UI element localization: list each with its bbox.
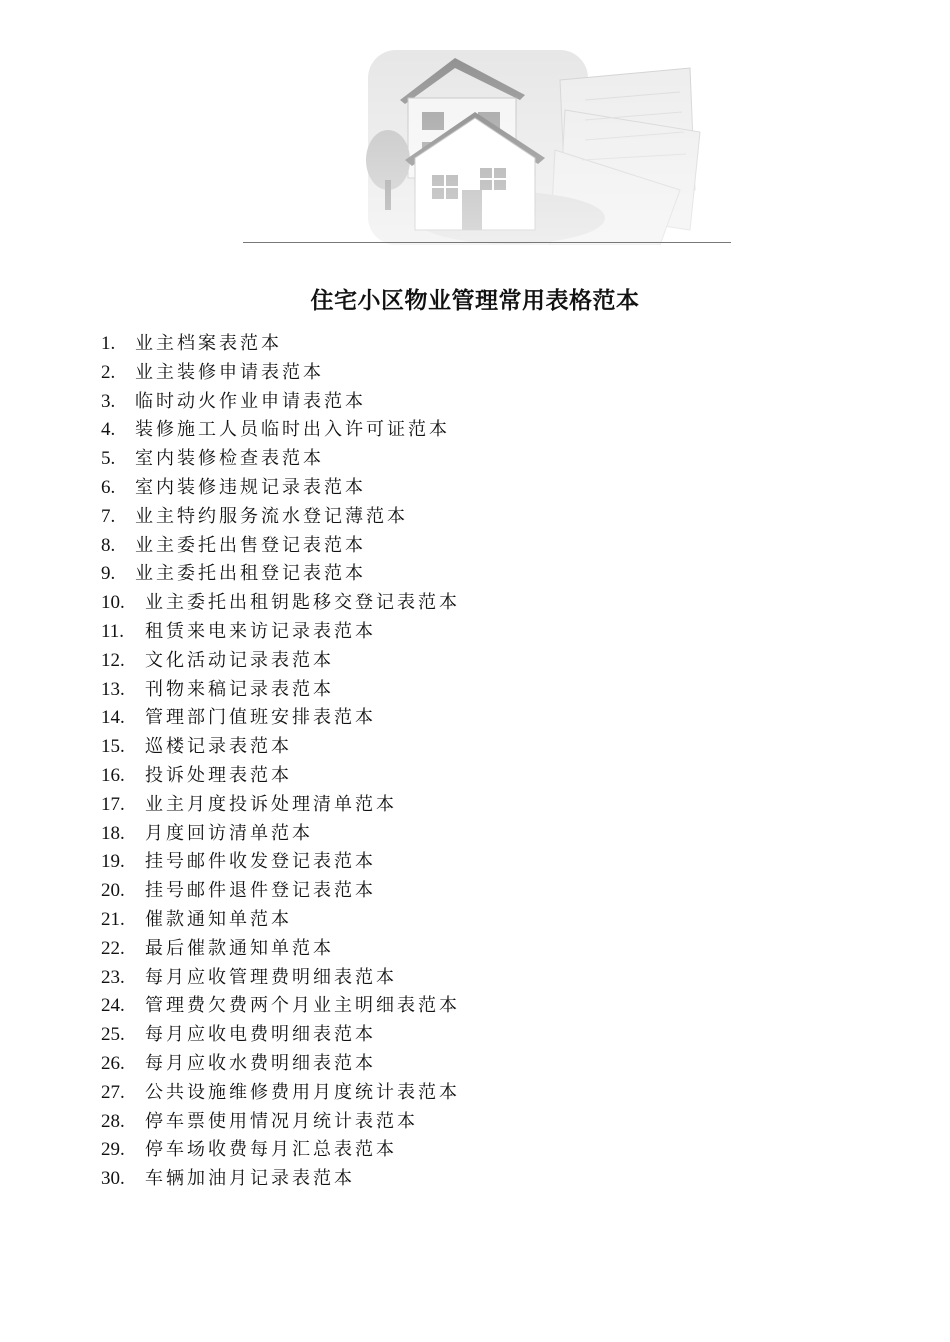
list-item — [101, 532, 460, 561]
list-item — [101, 618, 460, 647]
list-item — [101, 820, 460, 849]
list-item-label: 巡楼记录表范本 — [145, 736, 292, 758]
list-item-label: 每月应收电费明细表范本 — [145, 1024, 376, 1046]
list-item-label: 催款通知单范本 — [145, 908, 292, 930]
house-illustration-icon — [360, 40, 705, 245]
list-item-number: 2. — [101, 361, 116, 383]
list-item — [101, 359, 460, 388]
document-title: 住宅小区物业管理常用表格范本 — [310, 287, 640, 314]
list-item — [101, 1136, 460, 1165]
list-item-label: 每月应收水费明细表范本 — [145, 1052, 376, 1074]
list-item-label: 刊物来稿记录表范本 — [145, 678, 334, 700]
list-item-number: 30. — [101, 1168, 125, 1190]
list-item — [101, 560, 460, 589]
list-item-label: 挂号邮件收发登记表范本 — [145, 851, 376, 873]
list-item — [101, 647, 460, 676]
list-item-number: 20. — [101, 880, 125, 902]
list-item-number: 24. — [101, 995, 125, 1017]
list-item-label: 最后催款通知单范本 — [145, 937, 334, 959]
list-item-label: 租赁来电来访记录表范本 — [145, 620, 376, 642]
list-item-number: 23. — [101, 966, 125, 988]
list-item-number: 10. — [101, 592, 125, 614]
list-item-number: 21. — [101, 908, 125, 930]
list-item-number: 14. — [101, 707, 125, 729]
list-item-label: 业主委托出售登记表范本 — [135, 534, 366, 556]
list-item-label: 业主月度投诉处理清单范本 — [145, 793, 397, 815]
list-item-number: 13. — [101, 678, 125, 700]
list-item — [101, 1165, 460, 1194]
list-item-label: 停车场收费每月汇总表范本 — [145, 1139, 397, 1161]
list-item-number: 4. — [101, 419, 116, 441]
list-item — [101, 964, 460, 993]
list-item-label: 业主档案表范本 — [135, 333, 282, 354]
list-item — [101, 848, 460, 877]
list-item — [101, 330, 460, 359]
list-item — [101, 1079, 460, 1108]
list-item-number: 8. — [101, 534, 116, 556]
list-item — [101, 445, 460, 474]
list-item — [101, 762, 460, 791]
list-item-label: 业主装修申请表范本 — [135, 361, 324, 383]
list-item — [101, 589, 460, 618]
table-of-contents — [101, 330, 460, 1194]
list-item — [101, 935, 460, 964]
list-item-number: 17. — [101, 793, 125, 815]
list-item-number: 15. — [101, 736, 125, 758]
list-item — [101, 1021, 460, 1050]
list-item-label: 业主特约服务流水登记薄范本 — [135, 505, 408, 527]
list-item — [101, 1108, 460, 1137]
list-item-label: 业主委托出租钥匙移交登记表范本 — [145, 592, 460, 614]
list-item-label: 室内装修违规记录表范本 — [135, 476, 366, 498]
list-item — [101, 388, 460, 417]
list-item-number: 3. — [101, 390, 116, 412]
list-item-number: 25. — [101, 1024, 125, 1046]
list-item-label: 月度回访清单范本 — [145, 822, 313, 844]
list-item-label: 文化活动记录表范本 — [145, 649, 334, 671]
list-item — [101, 704, 460, 733]
list-item-number: 22. — [101, 937, 125, 959]
list-item — [101, 474, 460, 503]
list-item-label: 每月应收管理费明细表范本 — [145, 966, 397, 988]
list-item — [101, 877, 460, 906]
list-item-number: 7. — [101, 505, 116, 527]
list-item-number: 16. — [101, 764, 125, 786]
list-item-label: 挂号邮件退件登记表范本 — [145, 880, 376, 902]
list-item-label: 室内装修检查表范本 — [135, 448, 324, 470]
list-item-number: 19. — [101, 851, 125, 873]
list-item-label: 业主委托出租登记表范本 — [135, 563, 366, 585]
list-item-label: 车辆加油月记录表范本 — [145, 1168, 355, 1190]
list-item-number: 29. — [101, 1139, 125, 1161]
header-divider — [243, 242, 731, 243]
list-item-number: 27. — [101, 1081, 125, 1103]
list-item-number: 28. — [101, 1110, 125, 1132]
list-item-number: 12. — [101, 649, 125, 671]
list-item-label: 公共设施维修费用月度统计表范本 — [145, 1081, 460, 1103]
list-item — [101, 416, 460, 445]
list-item — [101, 503, 460, 532]
list-item-label: 管理部门值班安排表范本 — [145, 707, 376, 729]
list-item — [101, 906, 460, 935]
list-item-label: 投诉处理表范本 — [145, 764, 292, 786]
list-item-label: 装修施工人员临时出入许可证范本 — [135, 419, 450, 441]
list-item — [101, 1050, 460, 1079]
list-item-number: 11. — [101, 620, 125, 642]
list-item — [101, 733, 460, 762]
list-item-label: 停车票使用情况月统计表范本 — [145, 1110, 418, 1132]
list-item-number: 6. — [101, 476, 116, 498]
list-item — [101, 791, 460, 820]
list-item-label: 管理费欠费两个月业主明细表范本 — [145, 995, 460, 1017]
list-item-number: 18. — [101, 822, 125, 844]
list-item-number: 9. — [101, 563, 116, 585]
list-item-label: 临时动火作业申请表范本 — [135, 390, 366, 412]
list-item-number: 1. — [101, 333, 116, 354]
list-item — [101, 676, 460, 705]
list-item-number: 26. — [101, 1052, 125, 1074]
list-item-number: 5. — [101, 448, 116, 470]
list-item — [101, 992, 460, 1021]
